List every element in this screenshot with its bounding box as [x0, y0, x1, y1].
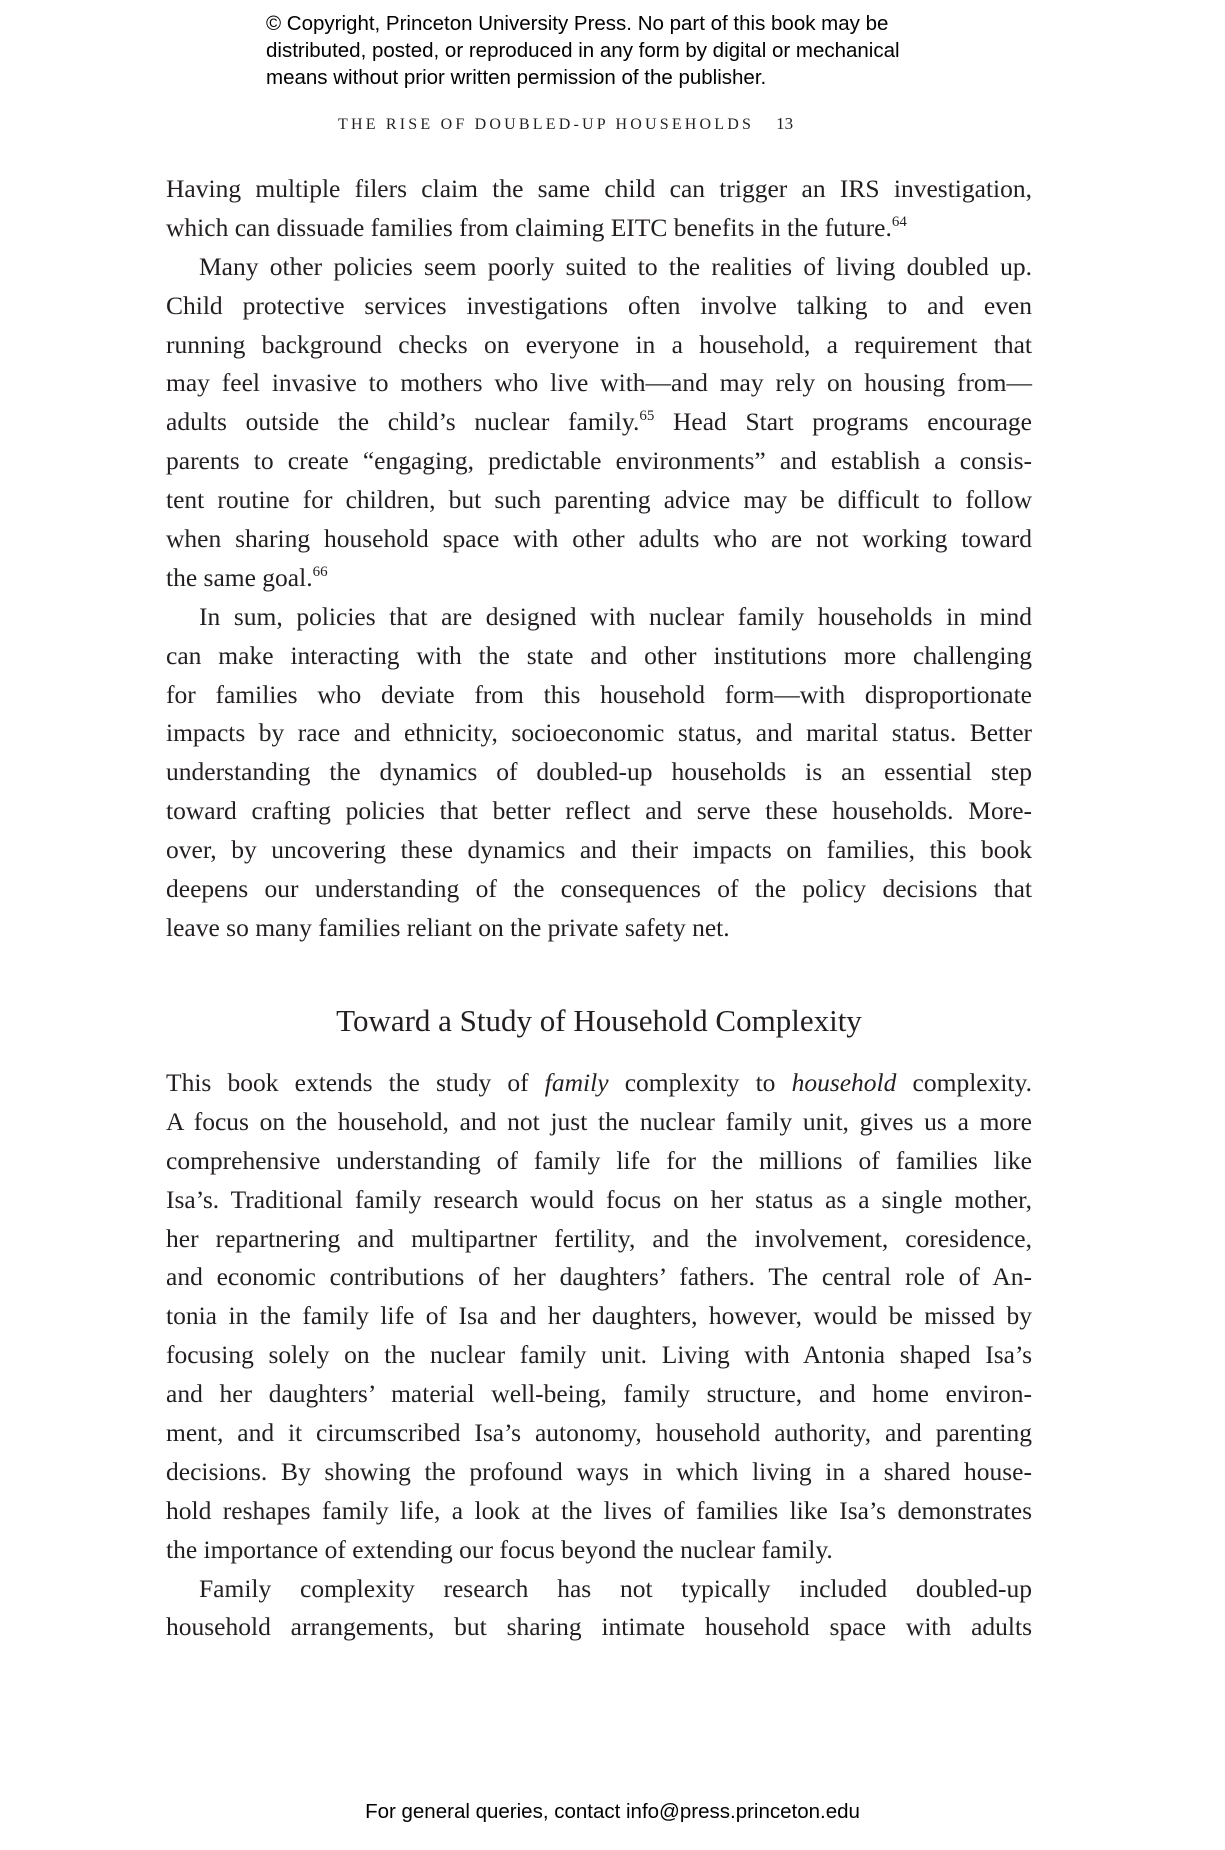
text-line: [166, 637, 1032, 676]
running-head: [338, 114, 793, 134]
italic-text: household: [791, 1068, 897, 1097]
text-run: when sharing household space with other adults who are not working toward: [166, 524, 1032, 554]
text-run: understanding the dynamics of doubled-up households is an essential step: [166, 757, 1032, 787]
footnote-ref: 65: [639, 408, 655, 425]
paragraph: [166, 248, 1032, 598]
text-line: [166, 326, 1032, 365]
text-run: and economic contributions of her daughters’ fathers. The central role of An-: [166, 1262, 1032, 1292]
text-run: household arrangements, but sharing intimate household space with adults: [166, 1612, 1032, 1642]
text-run: Head Start programs encourage: [654, 407, 1032, 437]
copyright-line: means without prior written permission of the publisher.: [266, 66, 767, 89]
text-line: [166, 1375, 1032, 1414]
text-run: tent routine for children, but such parenting advice may be difficult to follow: [166, 485, 1032, 515]
text-line: [166, 1570, 1032, 1609]
footer-contact: For general queries, contact info@press.princeton.edu: [365, 1800, 860, 1823]
paragraph: [166, 170, 1032, 248]
text-line: [166, 364, 1032, 403]
footnote-ref: 64: [891, 213, 907, 230]
text-run: deepens our understanding of the consequences of the policy decisions that: [166, 874, 1032, 904]
text-run: adults outside the child’s nuclear family.: [166, 407, 640, 437]
text-line: [166, 248, 1032, 287]
text-run: This book extends the study of: [166, 1068, 545, 1097]
text-line: [166, 1103, 1032, 1142]
copyright-line: © Copyright, Princeton University Press. No part of this book may be: [266, 12, 889, 35]
text-run: the importance of extending our focus beyond the nuclear family.: [166, 1534, 833, 1564]
text-run: Having multiple filers claim the same child can trigger an IRS investigation,: [166, 174, 1032, 203]
text-run: Child protective services investigations often involve talking to and even: [166, 290, 1032, 320]
text-line: [166, 170, 1032, 209]
text-line: [166, 676, 1032, 715]
text-run: In sum, policies that are designed with nuclear family households in mind: [199, 601, 1032, 631]
text-run: parents to create “engaging, predictable environments” and establish a consis-: [166, 446, 1032, 476]
text-line: [166, 1181, 1032, 1220]
text-line: [166, 870, 1032, 909]
text-run: toward crafting policies that better reflect and serve these households. More-: [166, 796, 1032, 826]
text-run: Family complexity research has not typically included doubled-up: [199, 1573, 1032, 1603]
text-run: focusing solely on the nuclear family unit. Living with Antonia shaped Isa’s: [166, 1340, 1032, 1370]
text-line: [166, 792, 1032, 831]
text-line: [166, 1531, 1032, 1570]
text-run: hold reshapes family life, a look at the lives of families like Isa’s demonstrates: [166, 1495, 1032, 1525]
text-line: [166, 559, 1032, 598]
section-heading: Toward a Study of Household Complexity: [336, 1003, 862, 1038]
text-line: [166, 520, 1032, 559]
text-line: [166, 1336, 1032, 1375]
text-run: which can dissuade families from claiming EITC benefits in the future.: [166, 212, 892, 242]
text-line: [166, 1608, 1032, 1647]
paragraph: [166, 1570, 1032, 1648]
text-line: [166, 287, 1032, 326]
text-run: decisions. By showing the profound ways in which living in a shared house-: [166, 1456, 1032, 1486]
text-run: Isa’s. Traditional family research would focus on her status as a single mother,: [166, 1184, 1032, 1214]
text-run: for families who deviate from this household form—with disproportionate: [166, 679, 1032, 709]
text-run: can make interacting with the state and other institutions more challenging: [166, 640, 1032, 670]
text-line: [166, 1258, 1032, 1297]
footnote-ref: 66: [312, 563, 328, 580]
text-run: her repartnering and multipartner fertility, and the involvement, coresidence,: [166, 1223, 1032, 1253]
text-run: Many other policies seem poorly suited to the realities of living doubled up.: [199, 251, 1032, 281]
text-line: [166, 442, 1032, 481]
text-line: [166, 403, 1032, 442]
text-line: [166, 909, 1032, 948]
paragraph: [166, 1064, 1032, 1570]
text-line: [166, 1492, 1032, 1531]
text-line: [166, 1064, 1032, 1103]
running-head-title: THE RISE OF DOUBLED-UP HOUSEHOLDS: [338, 116, 755, 133]
text-run: impacts by race and ethnicity, socioeconomic status, and marital status. Better: [166, 718, 1032, 748]
body-section-1: [166, 170, 1032, 948]
text-run: may feel invasive to mothers who live with—and may rely on housing from—: [166, 368, 1032, 398]
text-run: and her daughters’ material well-being, family structure, and home environ-: [166, 1379, 1032, 1409]
text-run: complexity to: [608, 1068, 792, 1097]
copyright-line: distributed, posted, or reproduced in any form by digital or mechanical: [266, 39, 900, 62]
text-run: leave so many families reliant on the private safety net.: [166, 912, 730, 942]
text-line: [166, 209, 1032, 248]
text-run: over, by uncovering these dynamics and their impacts on families, this book: [166, 835, 1032, 865]
text-run: running background checks on everyone in a household, a requirement that: [166, 329, 1032, 359]
text-line: [166, 598, 1032, 637]
text-run: comprehensive understanding of family life for the millions of families like: [166, 1145, 1032, 1175]
text-run: ment, and it circumscribed Isa’s autonomy, household authority, and parenting: [166, 1418, 1032, 1448]
text-line: [166, 1414, 1032, 1453]
text-run: A focus on the household, and not just the nuclear family unit, gives us a more: [166, 1106, 1032, 1136]
text-run: tonia in the family life of Isa and her daughters, however, would be missed by: [166, 1301, 1032, 1331]
italic-text: family: [544, 1068, 609, 1097]
text-line: [166, 1453, 1032, 1492]
text-line: [166, 714, 1032, 753]
text-line: [166, 1142, 1032, 1181]
text-line: [166, 831, 1032, 870]
text-line: [166, 481, 1032, 520]
text-run: the same goal.: [166, 562, 313, 592]
body-section-2: [166, 1064, 1032, 1647]
text-line: [166, 1297, 1032, 1336]
text-run: complexity.: [896, 1068, 1032, 1097]
copyright-notice: [266, 10, 900, 91]
page-number: 13: [776, 114, 794, 133]
paragraph: [166, 598, 1032, 948]
text-line: [166, 753, 1032, 792]
text-line: [166, 1220, 1032, 1259]
